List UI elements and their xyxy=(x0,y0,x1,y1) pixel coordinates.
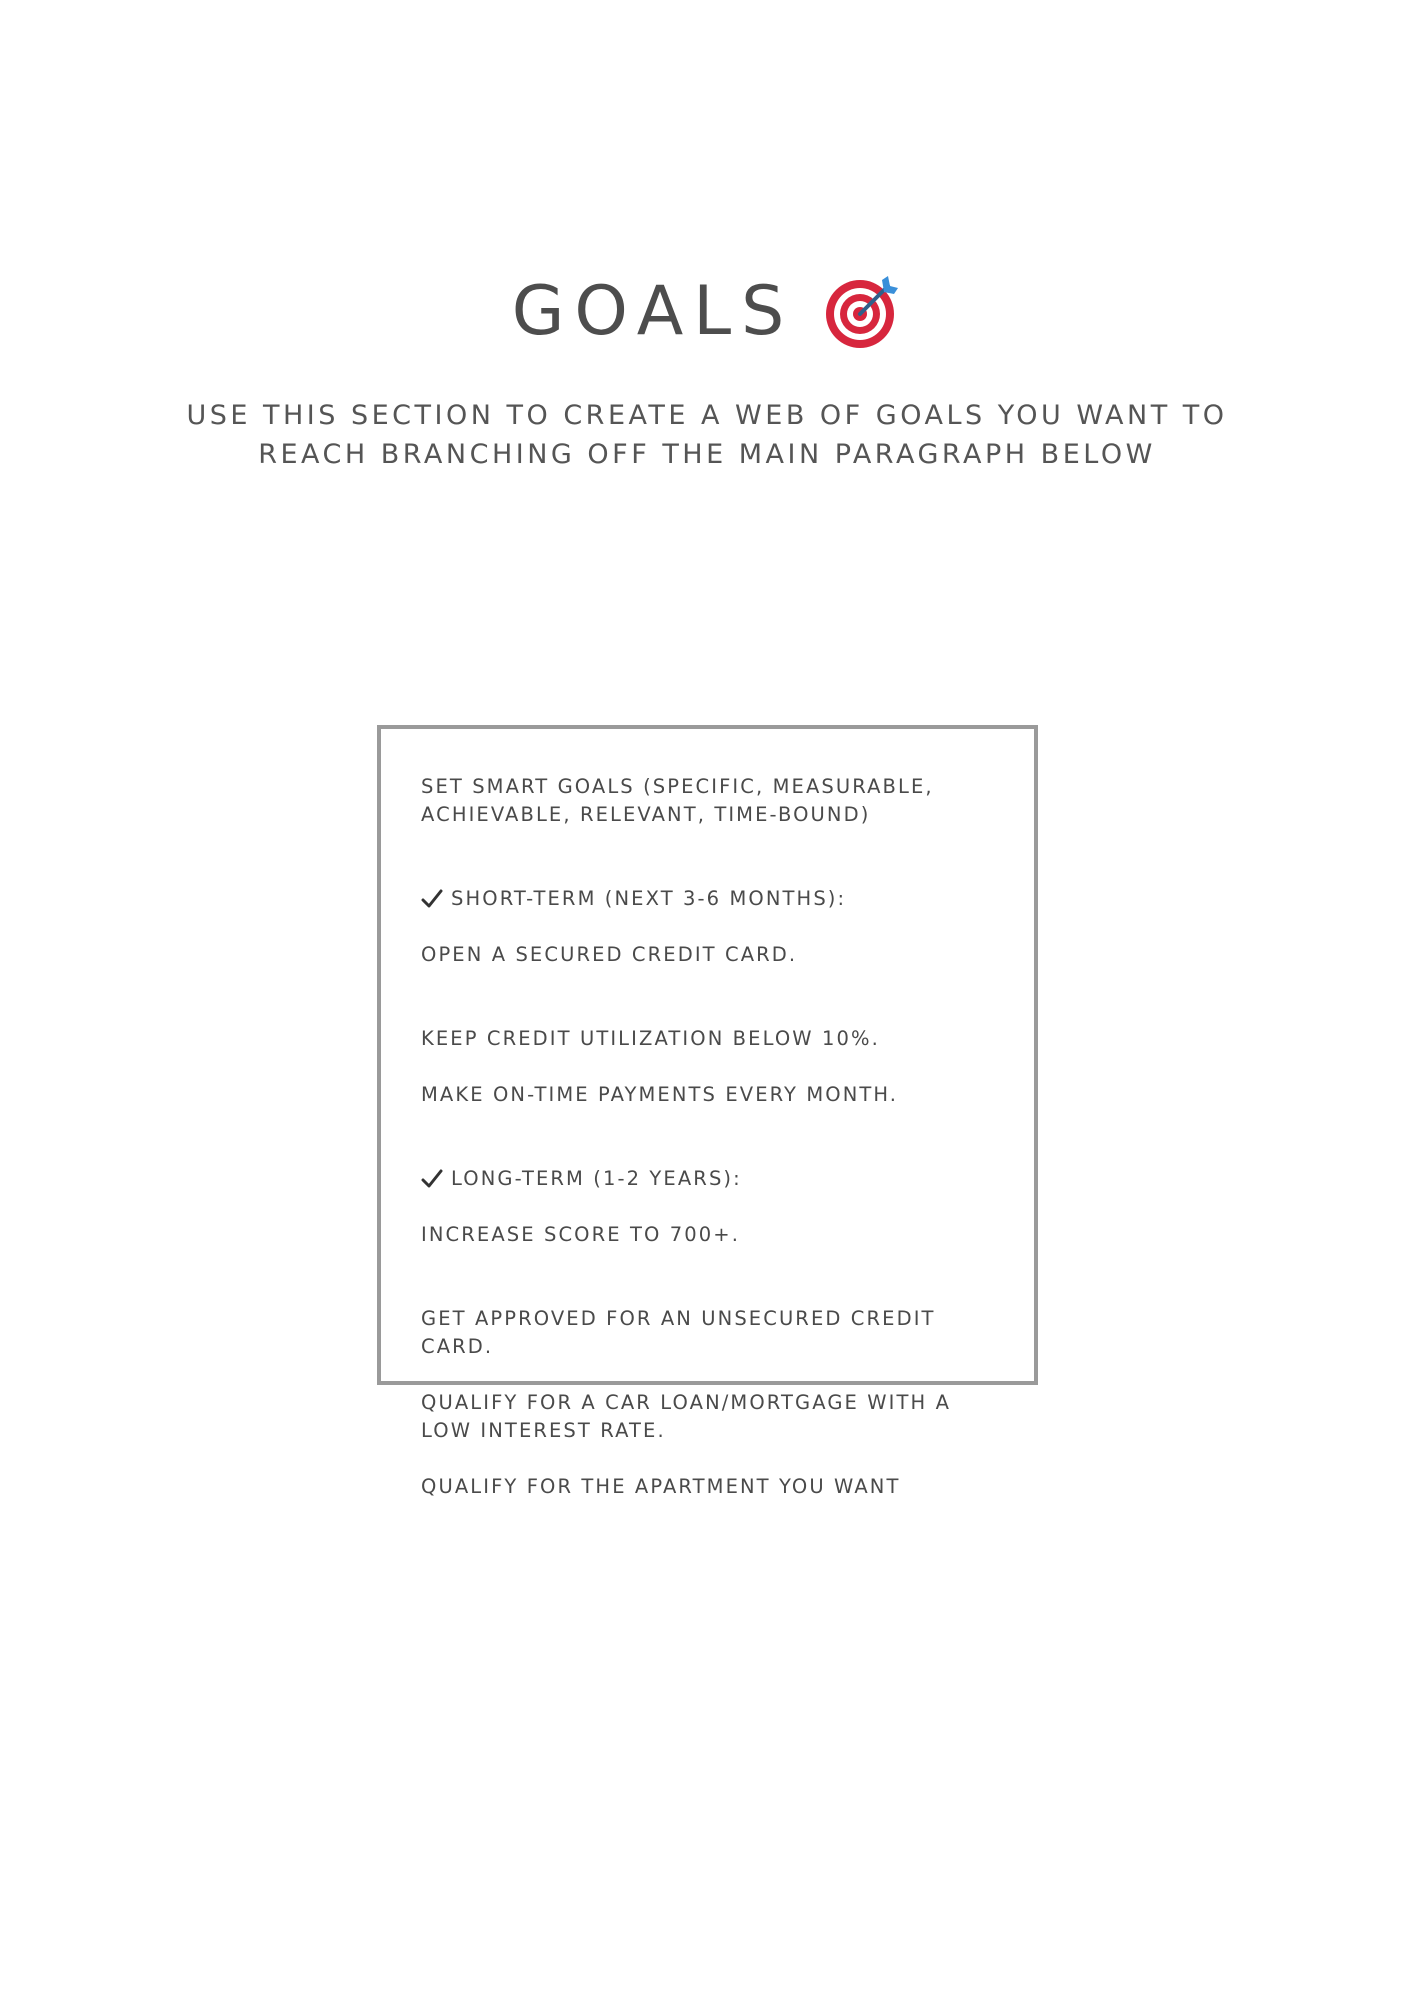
title-row xyxy=(0,272,1414,352)
short-term-heading: SHORT-TERM (NEXT 3-6 MONTHS): xyxy=(451,887,847,910)
long-term-block xyxy=(421,1137,994,1277)
short-term-heading-line xyxy=(421,885,994,913)
smart-goals-box xyxy=(377,725,1038,1498)
subtitle-line-1: USE THIS SECTION TO CREATE A WEB OF GOALS YOU WANT TO xyxy=(186,400,1228,431)
checkmark-icon xyxy=(421,1168,443,1190)
goals-list xyxy=(421,773,994,1501)
checkmark-icon xyxy=(421,888,443,910)
long-term-heading-line xyxy=(421,1165,994,1193)
short-term-goal-3: MAKE ON-TIME PAYMENTS EVERY MONTH. xyxy=(421,1083,899,1106)
long-term-goal-3: QUALIFY FOR A CAR LOAN/MORTGAGE WITH A LOW INTEREST RATE. xyxy=(421,1391,952,1442)
smart-goals-intro: SET SMART GOALS (SPECIFIC, MEASURABLE, ACHIEVABLE, RELEVANT, TIME-BOUND) xyxy=(421,775,934,826)
direct-hit-target-icon xyxy=(822,272,902,352)
subtitle-line-2: REACH BRANCHING OFF THE MAIN PARAGRAPH BELOW xyxy=(258,439,1156,470)
page-title: GOALS xyxy=(511,272,795,351)
short-term-block xyxy=(421,857,994,997)
long-term-goal-2: GET APPROVED FOR AN UNSECURED CREDIT CARD. xyxy=(421,1307,936,1358)
short-term-goal-1: OPEN A SECURED CREDIT CARD. xyxy=(421,943,798,966)
long-term-goal-1: INCREASE SCORE TO 700+. xyxy=(421,1223,740,1246)
short-term-goal-2: KEEP CREDIT UTILIZATION BELOW 10%. xyxy=(421,1027,880,1050)
long-term-heading: LONG-TERM (1-2 YEARS): xyxy=(451,1167,742,1190)
long-term-goal-4: QUALIFY FOR THE APARTMENT YOU WANT xyxy=(421,1475,901,1498)
page-subtitle xyxy=(120,396,1294,474)
